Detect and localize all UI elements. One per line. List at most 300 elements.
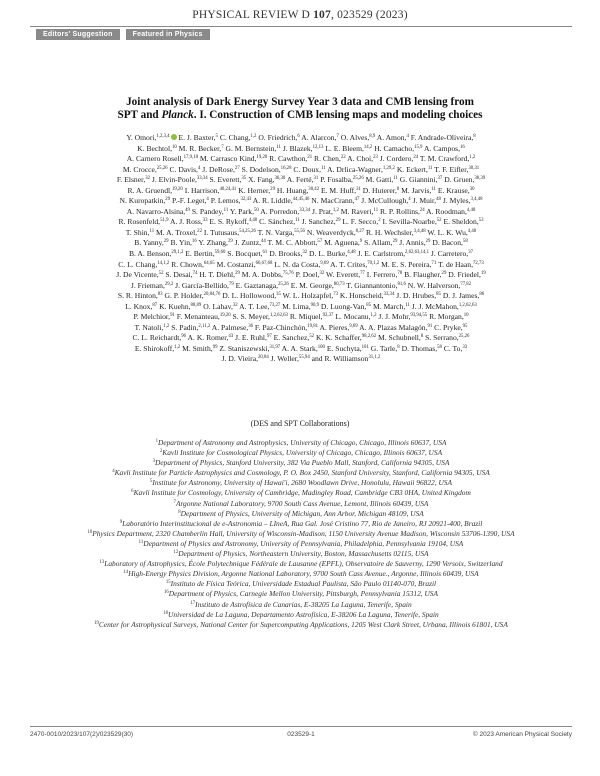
author-name[interactable]: J. De Vicente,: [116, 270, 159, 280]
author-name[interactable]: K. Herner,: [236, 185, 271, 195]
author-name[interactable]: C. L. Reichardt,: [132, 333, 182, 343]
author-affiliation-ref: 101: [361, 344, 369, 350]
author-affiliation-ref: 23: [373, 155, 378, 161]
footer-rule: [30, 726, 572, 727]
author-affiliation-ref: 59,60: [214, 250, 226, 256]
author-affiliation-ref: 4: [206, 197, 209, 203]
author-line: [58, 154, 544, 165]
author-name[interactable]: P.-F. Leget,: [170, 196, 207, 206]
author-name[interactable]: T. Natoli,: [134, 322, 164, 332]
author-name[interactable]: B. Yin,: [168, 238, 192, 248]
author-affiliation-ref: 4,48: [347, 250, 356, 256]
author-affiliation-ref: 19,20: [219, 313, 231, 319]
author-name[interactable]: M. Raveri,: [338, 206, 374, 216]
author-name[interactable]: Y. Zhang,: [196, 238, 228, 248]
author-affiliation-ref: 31,97: [269, 344, 281, 350]
affiliation-item: [58, 488, 544, 498]
author-name[interactable]: M. Aguena,: [322, 238, 360, 248]
author-name[interactable]: T. de Haan,: [436, 259, 473, 269]
author-affiliation-ref: 22: [340, 155, 346, 161]
author-affiliation-ref: 31,1,2: [368, 355, 381, 361]
author-affiliation-ref: 54,25,26: [239, 228, 256, 234]
author-name[interactable]: J. Sanchez,: [299, 217, 336, 227]
affiliation-number: 18: [163, 610, 169, 616]
author-name[interactable]: C. To,: [441, 343, 463, 353]
author-name[interactable]: J. DeRose,: [200, 164, 235, 174]
author-name[interactable]: M. Schubnell,: [376, 333, 421, 343]
author-affiliation-ref: 70,1,2: [367, 260, 380, 266]
affiliation-item: [58, 600, 544, 610]
author-name[interactable]: M. Gatti,: [363, 175, 394, 185]
author-name[interactable]: X. Fang,: [246, 175, 275, 185]
author-line: [58, 354, 544, 365]
author-affiliation-ref: 15,9: [414, 144, 423, 150]
author-affiliation-ref: 9,69: [320, 260, 329, 266]
author-affiliation-ref: 10: [171, 144, 177, 150]
author-name[interactable]: L. F. Secco,: [340, 217, 379, 227]
author-affiliation-ref: 1,2: [332, 207, 339, 213]
author-name[interactable]: J. J. McMahon,: [409, 301, 459, 311]
author-name[interactable]: B. Yanny,: [134, 238, 164, 248]
affiliation-text: Physics Department, 2320 Chamberlin Hall, University of Wisconsin-Madison, 1150 University Avenue Madison, Wisconsin 53706-1390, USA: [92, 528, 515, 538]
author-name[interactable]: L. Mocanu,: [333, 312, 371, 322]
author-name[interactable]: G. P. Holder,: [162, 291, 204, 301]
author-name[interactable]: A. T. Crites,: [328, 259, 368, 269]
author-name[interactable]: M. Lima,: [280, 301, 311, 311]
author-name[interactable]: J. McCullough,: [359, 196, 409, 206]
paper-title: [60, 96, 540, 122]
author-name[interactable]: N. Kuropatkin,: [119, 196, 166, 206]
author-affiliation-ref: 58: [437, 344, 442, 350]
author-name[interactable]: J. Carretero,: [428, 249, 469, 259]
author-affiliation-ref: 24: [419, 207, 425, 213]
author-name[interactable]: F. Andrade-Oliveira,: [408, 133, 474, 142]
author-affiliation-ref: 1,2: [163, 323, 170, 329]
author-name[interactable]: J. E. Ruhl,: [233, 333, 267, 343]
author-name[interactable]: D. Gruen,: [442, 175, 475, 185]
author-name[interactable]: T. N. Varga,: [255, 227, 295, 237]
author-name[interactable]: M. Jarvis,: [399, 185, 432, 195]
author-name[interactable]: A. Porredon,: [258, 206, 300, 216]
author-affiliation-ref: 1,2: [370, 313, 377, 319]
affiliation-item: [58, 519, 544, 529]
author-name[interactable]: R. P. Rollins,: [378, 206, 420, 216]
author-affiliation-ref: 100: [317, 344, 325, 350]
author-affiliation-ref: 4,48: [466, 207, 476, 213]
author-affiliation-ref: 77,82: [460, 281, 472, 287]
author-name[interactable]: E. Bertin,: [183, 249, 215, 259]
affiliation-item: [58, 438, 544, 448]
author-affiliation-ref: 25,26: [458, 334, 470, 340]
author-name[interactable]: G. Giannini,: [397, 175, 438, 185]
affiliation-text: Instituto de Astrofísica de Canarias, E-38205 La Laguna, Tenerife, Spain: [195, 599, 412, 609]
author-name[interactable]: A. Alarcon,: [299, 133, 337, 142]
author-name[interactable]: H. T. Diehl,: [197, 270, 236, 280]
author-name[interactable]: N. Weaverdyck,: [304, 227, 356, 237]
author-name[interactable]: J. Elvin-Poole,: [150, 175, 197, 185]
author-name[interactable]: S. Dodelson,: [239, 164, 281, 174]
author-name[interactable]: F. Elsner,: [116, 175, 146, 185]
author-affiliation-ref: 85: [436, 292, 441, 298]
affiliation-text: Department of Physics, Stanford University, 382 Via Pueblo Mall, Stanford, California 94305, USA: [155, 458, 450, 468]
affiliation-text: Universidad de La Laguna, Departamento Astrofísica, E-38206 La Laguna, Tenerife, Spain: [168, 609, 439, 619]
author-name[interactable]: F. Menanteau,: [174, 312, 220, 322]
affiliation-number: 19: [94, 620, 99, 626]
author-affiliation-ref: 14,2: [363, 144, 373, 150]
author-name[interactable]: S. R. Hinton,: [117, 291, 158, 301]
author-line: [58, 238, 544, 249]
author-affiliation-ref: 11: [149, 228, 155, 234]
author-name[interactable]: J. Frieman,: [130, 280, 165, 290]
author-name[interactable]: A. Pieres,: [318, 322, 350, 332]
author-name[interactable]: D. L. Hollowood,: [220, 291, 277, 301]
author-affiliation-ref: 37: [468, 250, 473, 256]
author-affiliation-ref: 35: [241, 176, 247, 182]
author-name[interactable]: I. Ferrero,: [364, 270, 398, 280]
author-name[interactable]: T. F. Eifler,: [432, 164, 469, 174]
author-name[interactable]: E. Sheldon,: [441, 217, 479, 227]
affiliation-item: [58, 549, 544, 559]
author-name[interactable]: R. Rosenfeld,: [118, 217, 161, 227]
author-name[interactable]: H. Camacho,: [372, 143, 415, 153]
author-name[interactable]: H. Huang,: [274, 185, 309, 195]
author-affiliation-ref: 21: [307, 155, 313, 161]
author-affiliation-ref: 33,34: [196, 176, 208, 182]
author-name[interactable]: A. Roodman,: [424, 206, 467, 216]
author-name[interactable]: E. Suchyta,: [324, 343, 362, 353]
author-name[interactable]: J. Weller,: [268, 354, 299, 364]
author-name[interactable]: R. Cawthon,: [267, 154, 308, 164]
featured-in-physics-tag[interactable]: Featured in Physics: [126, 29, 210, 40]
author-name[interactable]: S. Bocquet,: [225, 249, 263, 259]
author-name[interactable]: D. Bacon,: [430, 238, 463, 248]
author-name[interactable]: J. Blazek,: [280, 143, 313, 153]
author-name[interactable]: E. M. George,: [288, 280, 334, 290]
affiliation-number: 17: [190, 600, 196, 606]
affiliation-text: Argonne National Laboratory, 9700 South Cass Avenue, Lemont, Illinois 60439, USA: [175, 498, 429, 508]
author-name[interactable]: R. Miquel,: [287, 312, 323, 322]
author-line: [58, 175, 544, 186]
author-affiliation-ref: 44,45,46: [292, 197, 310, 203]
author-name[interactable]: D. L. Burke,: [307, 249, 348, 259]
author-name[interactable]: O. Alves,: [338, 133, 370, 142]
author-name[interactable]: R. Morgan,: [427, 312, 464, 322]
author-name[interactable]: J. D. Hrubes,: [394, 291, 437, 301]
author-affiliation-ref: 9: [359, 239, 363, 245]
author-name[interactable]: M. Carrasco Kind,: [198, 154, 257, 164]
author-name[interactable]: E. S. Rykoff,: [207, 217, 249, 227]
author-affiliation-ref: 11: [405, 302, 410, 308]
author-affiliation-ref: 73: [333, 292, 338, 298]
author-name[interactable]: E. Sanchez,: [271, 333, 310, 343]
author-affiliation-ref: 2: [378, 218, 381, 224]
author-name[interactable]: P. Fosalba,: [318, 175, 353, 185]
author-affiliation-ref: 33: [202, 218, 208, 224]
author-affiliation-ref: 1,2,62,63: [458, 302, 477, 308]
author-name[interactable]: C. L. Chang,: [118, 259, 158, 269]
author-line: [58, 165, 544, 176]
author-name[interactable]: B. Flaugher,: [402, 270, 442, 280]
author-affiliation-ref: 14,1,2: [157, 260, 170, 266]
author-name[interactable]: N. MacCrann,: [309, 196, 355, 206]
author-affiliation-ref: 5: [215, 134, 218, 139]
author-name[interactable]: Y. Park,: [228, 206, 254, 216]
author-affiliation-ref: 25,26: [156, 165, 168, 171]
affiliation-text: Department of Physics and Astronomy, University of Pennsylvania, Philadelphia, Pennsylvania 19104, USA: [143, 538, 464, 548]
author-name[interactable]: A. Choi,: [345, 154, 374, 164]
author-name[interactable]: A. J. Ross,: [168, 217, 203, 227]
author-name[interactable]: T. M. C. Abbott,: [265, 238, 318, 248]
author-affiliation-ref: 96: [181, 334, 187, 340]
author-affiliation-ref: 29: [335, 218, 341, 224]
author-name[interactable]: C. Davis,: [167, 164, 198, 174]
author-name[interactable]: T. Giannantonio,: [344, 280, 398, 290]
author-name[interactable]: C. Doux,: [291, 164, 322, 174]
author-name[interactable]: R. A. Gruendl,: [127, 185, 173, 195]
author-line: [58, 281, 544, 292]
author-name[interactable]: D. Thomas,: [399, 343, 438, 353]
author-name[interactable]: S. Padin,: [169, 322, 199, 332]
author-affiliation-ref: 48: [436, 197, 441, 203]
author-affiliation-ref: 92,37: [322, 313, 334, 319]
author-affiliation-ref: 29: [270, 186, 275, 192]
author-name[interactable]: G. Tarle,: [368, 343, 398, 353]
author-affiliation-ref: 1,2: [469, 155, 476, 161]
affiliation-number: 9: [119, 519, 123, 525]
author-line: [58, 207, 544, 218]
affiliation-number: 12: [173, 550, 179, 556]
author-name[interactable]: C. Chang,: [217, 133, 251, 142]
author-affiliation-ref: 38,39: [474, 176, 486, 182]
author-name[interactable]: C. Pryke,: [432, 322, 463, 332]
author-name[interactable]: M. Costanzi,: [214, 259, 256, 269]
author-name[interactable]: M. R. Becker,: [176, 143, 222, 153]
author-name[interactable]: S. Allam,: [362, 238, 393, 248]
author-line: [58, 133, 544, 144]
author-name[interactable]: S. Serrano,: [423, 333, 459, 343]
author-name[interactable]: K. Kuehn,: [157, 301, 191, 311]
author-affiliation-ref: 29: [235, 271, 240, 277]
author-name[interactable]: W. Everett,: [324, 270, 361, 280]
affiliation-number: 15: [165, 580, 171, 586]
affiliation-text: Department of Physics, Northeastern University, Boston, Massachusetts 02115, USA: [178, 549, 429, 559]
author-line: [58, 291, 544, 302]
author-affiliation-ref: 75,76: [282, 271, 294, 277]
editors-suggestion-tag[interactable]: Editors' Suggestion: [36, 29, 120, 40]
author-name[interactable]: P. Doel,: [293, 270, 320, 280]
author-affiliation-ref: 36,30: [274, 176, 286, 182]
author-name[interactable]: S. S. Meyer,: [230, 312, 270, 322]
author-list: [58, 133, 544, 365]
affiliation-item: [58, 559, 544, 569]
author-affiliation-ref: 11: [295, 218, 300, 224]
author-name[interactable]: A. A. Plazas Malagón,: [357, 322, 428, 332]
author-name[interactable]: A. K. Romer,: [186, 333, 229, 343]
author-line: [58, 144, 544, 155]
author-name[interactable]: E. J. Baxter,: [176, 133, 216, 142]
author-name[interactable]: M. E. S. Pereira,: [379, 259, 432, 269]
author-name[interactable]: and R. Williamson: [309, 354, 369, 364]
author-affiliation-ref: 24: [413, 155, 419, 161]
author-name[interactable]: K. Honscheid,: [338, 291, 384, 301]
author-affiliation-ref: 52: [436, 218, 442, 224]
author-affiliation-ref: 31: [313, 176, 319, 182]
author-name[interactable]: E. M. Huff,: [319, 185, 357, 195]
affiliation-item: [58, 539, 544, 549]
author-name[interactable]: L. N. da Costa,: [272, 259, 321, 269]
author-name[interactable]: Y. Omori,: [126, 133, 157, 142]
author-name[interactable]: R. Chown,: [169, 259, 204, 269]
author-name[interactable]: A. Drlica-Wagner,: [325, 164, 383, 174]
author-affiliation-ref: 99: [212, 344, 218, 350]
author-affiliation-ref: 55,56: [294, 228, 305, 234]
author-name[interactable]: D. Huterer,: [360, 185, 397, 195]
author-affiliation-ref: 8: [397, 344, 400, 350]
author-affiliation-ref: 29: [163, 239, 169, 245]
author-name[interactable]: A. Ferté,: [285, 175, 314, 185]
author-line: [58, 186, 544, 197]
author-name[interactable]: A. Carnero Rosell,: [126, 154, 184, 164]
author-name[interactable]: M. A. Dobbs,: [239, 270, 283, 280]
author-name[interactable]: T. Shin,: [125, 227, 150, 237]
author-name[interactable]: J. Cordero,: [377, 154, 414, 164]
author-name[interactable]: M. Smith,: [180, 343, 213, 353]
author-name[interactable]: J. Myles,: [440, 196, 471, 206]
author-name[interactable]: A. R. Liddle,: [251, 196, 293, 206]
author-name[interactable]: J. Prat,: [310, 206, 333, 216]
author-affiliation-ref: 33: [462, 344, 468, 350]
author-name[interactable]: I. Tutusaus,: [201, 227, 240, 237]
author-name[interactable]: K. K. Schaffer,: [314, 333, 362, 343]
author-name[interactable]: O. Friedrich,: [256, 133, 298, 142]
author-affiliation-ref: 29: [425, 239, 431, 245]
author-name[interactable]: R. Chen,: [312, 154, 341, 164]
affiliation-text: Department of Astronomy and Astrophysics, University of Chicago, Chicago, Illinois 60637, USA: [157, 438, 447, 447]
affiliation-number: 16: [163, 590, 169, 596]
author-name[interactable]: I. Harrison,: [182, 185, 220, 195]
author-name[interactable]: R. H. Wechsler,: [364, 227, 414, 237]
affiliation-text: Kavli Institute for Cosmological Physics, University of Chicago, Chicago, Illinois 60637, USA: [162, 448, 443, 458]
author-name[interactable]: K. Bechtol,: [137, 143, 172, 153]
author-name[interactable]: A. Palmese,: [210, 322, 249, 332]
author-affiliation-ref: 4: [408, 197, 411, 203]
affiliation-number: 5: [149, 479, 153, 485]
author-affiliation-ref: 19,20: [256, 155, 268, 161]
author-name[interactable]: N. W. Halverson,: [405, 280, 461, 290]
author-name[interactable]: S. Everett,: [207, 175, 242, 185]
affiliation-item: [58, 620, 544, 630]
author-affiliation-ref: 49: [185, 207, 190, 213]
author-name[interactable]: P. Melchior,: [133, 312, 171, 322]
author-name[interactable]: T. M. Crawford,: [418, 154, 470, 164]
author-name[interactable]: M. A. Troxel,: [154, 227, 198, 237]
author-line: [58, 228, 544, 239]
author-name[interactable]: J. D. Vieira,: [221, 354, 258, 364]
author-affiliation-ref: 1,2: [174, 344, 181, 350]
author-name[interactable]: A. Navarro-Alsina,: [126, 206, 186, 216]
author-name[interactable]: W. L. K. Wu,: [425, 227, 468, 237]
author-name[interactable]: S. Pandey,: [189, 206, 224, 216]
author-affiliation-ref: 27: [234, 165, 240, 171]
author-name[interactable]: J. E. Carlstrom,: [355, 249, 405, 259]
author-name[interactable]: A. Campos,: [422, 143, 461, 153]
author-affiliation-ref: 32: [302, 250, 308, 256]
author-name[interactable]: L. E. Bleem,: [323, 143, 364, 153]
author-affiliation-ref: 97: [266, 334, 272, 340]
author-affiliation-ref: 1,29,2: [382, 165, 395, 171]
author-name[interactable]: J. J. Mohr,: [376, 312, 411, 322]
author-name[interactable]: W. L. Holzapfel,: [280, 291, 334, 301]
author-name[interactable]: O. Lahav,: [201, 301, 233, 311]
author-affiliation-ref: 31: [356, 186, 361, 192]
author-name[interactable]: A. T. Lee,: [237, 301, 270, 311]
author-name[interactable]: M. March,: [371, 301, 406, 311]
title-line-2-start: SPT and: [117, 109, 162, 121]
author-name[interactable]: K. Eckert,: [394, 164, 428, 174]
author-name[interactable]: I. Sevilla-Noarbe,: [380, 217, 437, 227]
author-affiliation-ref: 36: [248, 323, 254, 329]
author-name[interactable]: A. A. Stark,: [280, 343, 318, 353]
author-name[interactable]: G. M. Bernstein,: [223, 143, 277, 153]
author-name[interactable]: J. Muir,: [410, 196, 437, 206]
author-name[interactable]: J. García-Bellido,: [173, 280, 229, 290]
affiliation-text: Center for Astrophysical Surveys, National Center for Supercomputing Applications, 1205 West Clark Street, Urbana, Illinois 61801, USA: [98, 619, 508, 629]
author-affiliation-ref: 11: [393, 176, 398, 182]
author-name[interactable]: B. A. Benson,: [128, 249, 172, 259]
author-name[interactable]: M. Crocce,: [122, 164, 157, 174]
author-name[interactable]: D. Luong-Van,: [319, 301, 367, 311]
author-affiliation-ref: 51,9: [160, 218, 169, 224]
author-name[interactable]: F. Paz-Chinchón,: [253, 322, 308, 332]
author-name[interactable]: E. Gaztanaga,: [233, 280, 279, 290]
author-affiliation-ref: 32: [319, 271, 325, 277]
author-name[interactable]: J. Annis,: [397, 238, 426, 248]
author-affiliation-ref: 19,81: [307, 323, 319, 329]
author-name[interactable]: E. Krause,: [435, 185, 470, 195]
author-affiliation-ref: 11: [276, 144, 281, 150]
author-name[interactable]: Z. Staniszewski,: [217, 343, 270, 353]
author-name[interactable]: J. Zuntz,: [232, 238, 261, 248]
author-affiliation-ref: 11: [223, 207, 229, 213]
author-name[interactable]: D. Friedel,: [446, 270, 481, 280]
author-affiliation-ref: 8,27: [355, 228, 365, 234]
journal-volume: 107: [313, 9, 331, 21]
author-name[interactable]: D. J. James,: [440, 291, 480, 301]
author-affiliation-ref: 86: [479, 292, 485, 298]
author-name[interactable]: D. Brooks,: [267, 249, 303, 259]
author-name[interactable]: L. Knox,: [125, 301, 153, 311]
author-affiliation-ref: 85: [366, 302, 372, 308]
author-name[interactable]: P. Lemos,: [208, 196, 241, 206]
author-affiliation-ref: 11: [321, 165, 326, 171]
author-name[interactable]: E. Shirokoff,: [134, 343, 175, 353]
author-affiliation-ref: 88,89: [190, 302, 202, 308]
author-affiliation-ref: 98,2,62: [361, 334, 377, 340]
affiliation-number: 7: [173, 499, 176, 505]
title-line-2-end: . I. Construction of CMB lensing maps and modeling choices: [193, 109, 483, 121]
author-affiliation-ref: 19: [480, 271, 486, 277]
author-name[interactable]: A. Amon,: [375, 133, 407, 142]
article-tags: [36, 29, 210, 40]
affiliation-number: 8: [178, 509, 181, 515]
author-name[interactable]: S. Desai,: [163, 270, 193, 280]
header-rule: [30, 26, 572, 27]
author-line: [58, 217, 544, 228]
author-affiliation-ref: 4,48: [248, 218, 258, 224]
author-affiliation-ref: 12,13: [312, 144, 324, 150]
affiliation-text: High-Energy Physics Division, Argonne National Laboratory, 9700 South Cass Avenue., Argonne, Illinois 60439, USA: [128, 569, 479, 579]
author-name[interactable]: C. Sánchez,: [257, 217, 296, 227]
